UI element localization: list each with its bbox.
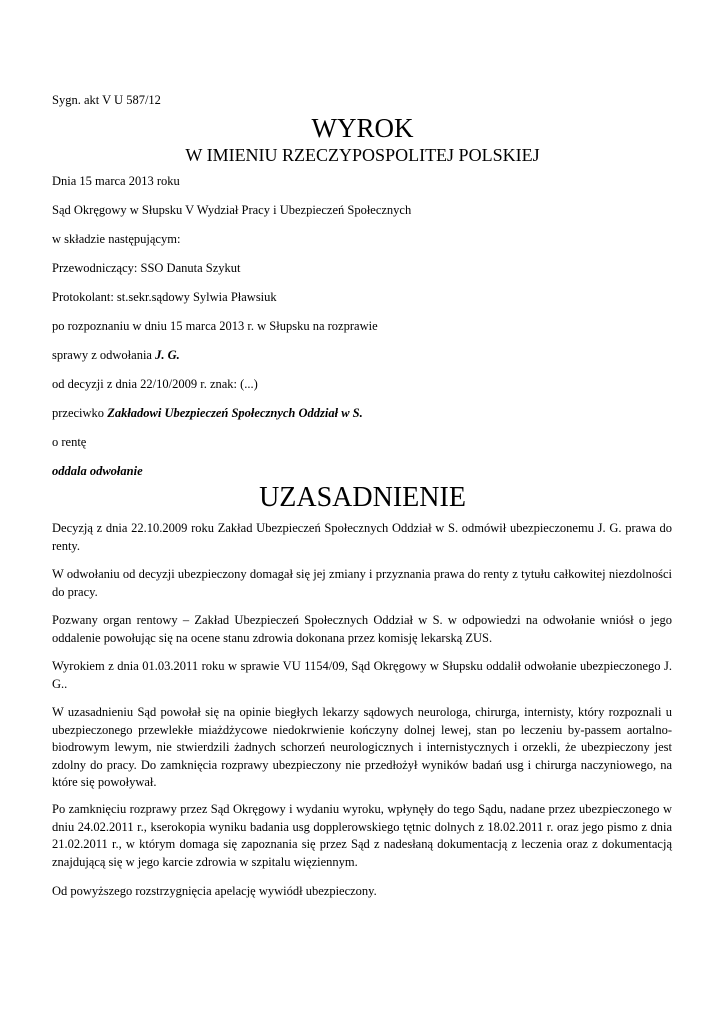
justification-paragraph: Od powyższego rozstrzygnięcia apelację wywiódł ubezpieczony. — [52, 884, 377, 898]
justification-paragraph: Po zamknięciu rozprawy przez Sąd Okręgowy i wydaniu wyroku, wpłynęły do tego Sądu, nadane przez ubezpieczonego w dniu 24.02.2011 r., kserokopia wyniku badania usg dopplerowskiego tętnic dolnych z 18.02.2011 r. oraz jego pismo z dnia 21.02.2011 r., w którym domaga się zapoznania się przez Sąd z nadesłaną dokumentacją z leczenia oraz z dokumentacją znajdującą się w jego karcie zdrowia w szpitalu więziennym. — [52, 802, 672, 869]
subject-line: o rentę — [52, 435, 87, 449]
case-signature: Sygn. akt V U 587/12 — [52, 93, 161, 107]
ruling-date: Dnia 15 marca 2013 roku — [52, 174, 180, 188]
case-prefix: sprawy z odwołania — [52, 348, 156, 362]
against-prefix: przeciwko — [52, 406, 108, 420]
justification-heading: UZASADNIENIE — [259, 482, 466, 513]
justification-paragraph: W uzasadnieniu Sąd powołał się na opinie biegłych lekarzy sądowych neurologa, chirurga, internisty, który rozpoznali u ubezpieczonego przewlekłe miażdżycowe niedokrwienie kończyny dolnej lewej, stan po leczeniu by-passem aortalno-biodrowym lewym, nie stwierdzili żadnych schorzeń neurologicznych i internistycznych i orzekli, że ubezpieczony jest zdolny do pracy. Do zamknięcia rozprawy ubezpieczony nie przedłożył wyników badań usg i chirurga naczyniowego, na które się powoływał. — [52, 705, 672, 790]
respondent-name: Zakładowi Ubezpieczeń Społecznych Oddział w S. — [107, 406, 363, 420]
verdict-line: oddala odwołanie — [52, 464, 143, 478]
appellant-name: J. G. — [155, 348, 180, 362]
justification-paragraph: W odwołaniu od decyzji ubezpieczony domagał się jej zmiany i przyznania prawa do renty z tytułu całkowitej niezdolności do pracy. — [52, 567, 672, 599]
decision-line: od decyzji z dnia 22/10/2009 r. znak: (...) — [52, 377, 258, 391]
clerk-line: Protokolant: st.sekr.sądowy Sylwia Pławsiuk — [52, 290, 277, 304]
against-line — [52, 405, 363, 421]
case-line — [52, 347, 180, 363]
justification-paragraph: Decyzją z dnia 22.10.2009 roku Zakład Ubezpieczeń Społecznych Oddział w S. odmówił ubezpieczonemu J. G. prawa do renty. — [52, 521, 672, 553]
document-title: WYROK — [311, 113, 414, 143]
justification-paragraph: Wyrokiem z dnia 01.03.2011 roku w sprawie VU 1154/09, Sąd Okręgowy w Słupsku oddalił odwołanie ubezpieczonego J. G.. — [52, 659, 672, 691]
court-name: Sąd Okręgowy w Słupsku V Wydział Pracy i Ubezpieczeń Społecznych — [52, 203, 412, 217]
hearing-line: po rozpoznaniu w dniu 15 marca 2013 r. w Słupsku na rozprawie — [52, 319, 378, 333]
document-subtitle: W IMIENIU RZECZYPOSPOLITEJ POLSKIEJ — [185, 145, 540, 165]
justification-paragraph: Pozwany organ rentowy – Zakład Ubezpieczeń Społecznych Oddział w S. w odpowiedzi na odwołanie wniósł o jego oddalenie powołując się na ocene stanu zdrowia dokonana przez komisję lekarską ZUS. — [52, 613, 672, 645]
chair-line: Przewodniczący: SSO Danuta Szykut — [52, 261, 241, 275]
composition-label: w składzie następującym: — [52, 232, 181, 246]
